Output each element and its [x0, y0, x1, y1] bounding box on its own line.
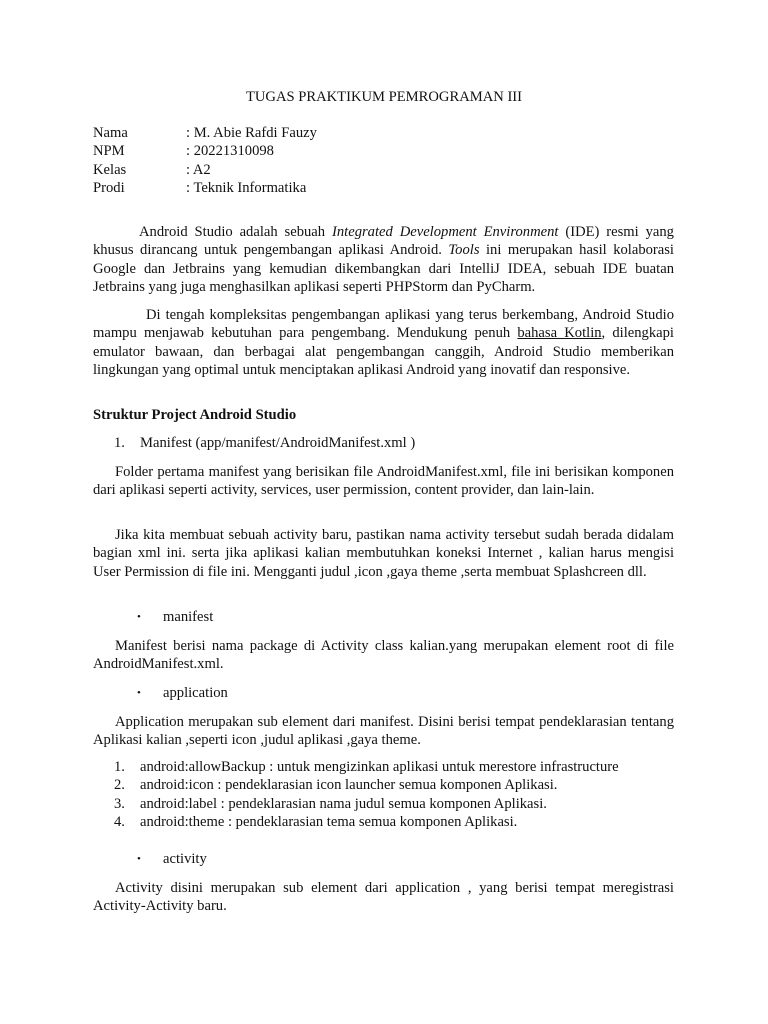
attribute-item	[93, 795, 674, 813]
bullet-manifest	[93, 608, 674, 626]
info-value: : A2	[186, 161, 211, 178]
text-run: , dilengkapi emulator bawaan, dan berbagai alat pengembangan canggih, Android Studio memberikan lingkungan yang optimal untuk menciptakan aplikasi Android yang inovatif dan responsive.	[93, 325, 674, 379]
attribute-item	[93, 776, 674, 794]
bullet-label: manifest	[163, 609, 214, 625]
paragraph-application: Application merupakan sub element dari manifest. Disini berisi tempat pendeklarasian tentang Aplikasi kalian ,seperti icon ,judul aplikasi ,gaya theme.	[93, 714, 674, 749]
bullet-label: activity	[163, 851, 207, 867]
item-text: android:icon : pendeklarasian icon launcher semua komponen Aplikasi.	[140, 777, 558, 794]
attribute-item	[93, 758, 674, 776]
italic-term: Integrated Development Environment	[332, 224, 559, 240]
bullet-label: application	[163, 685, 228, 701]
item-text: android:allowBackup : untuk mengizinkan aplikasi untuk merestore infrastructure	[140, 759, 619, 775]
paragraph-manifest: Manifest berisi nama package di Activity class kalian.yang merupakan element root di file AndroidManifest.xml.	[93, 638, 674, 673]
bullet-icon: •	[137, 853, 141, 865]
info-row-prodi	[93, 179, 317, 197]
bullet-application	[93, 684, 674, 702]
italic-term: Tools	[448, 242, 480, 259]
info-label: NPM	[93, 143, 125, 160]
info-row-kelas	[93, 161, 317, 179]
item-number: 3.	[114, 795, 125, 812]
attribute-item	[93, 813, 674, 831]
info-value: : 20221310098	[186, 143, 274, 160]
item-number: 1.	[114, 435, 125, 451]
attribute-list	[93, 758, 674, 832]
paragraph-folder: Folder pertama manifest yang berisikan file AndroidManifest.xml, file ini berisikan komponen dari aplikasi seperti activity, services, user permission, content provider, dan lain-lain.	[93, 464, 674, 499]
numbered-item-manifest	[93, 434, 674, 452]
kotlin-link[interactable]: bahasa Kotlin	[517, 325, 602, 342]
paragraph-activity: Activity disini merupakan sub element dari application , yang berisi tempat meregistrasi Activity-Activity baru.	[93, 880, 674, 915]
bullet-activity	[93, 850, 674, 868]
text-run: Di tengah kompleksitas pengembangan aplikasi yang terus berkembang, Android Studio mampu menjawab kebutuhan para pengembang. Mendukung penuh	[93, 307, 674, 342]
info-value: : Teknik Informatika	[186, 180, 307, 197]
info-value: : M. Abie Rafdi Fauzy	[186, 125, 317, 141]
paragraph-jika: Jika kita membuat sebuah activity baru, pastikan nama activity tersebut sudah berada didalam bagian xml ini. serta jika aplikasi kalian membutuhkan koneksi Internet , kalian harus mengisi User Permission di file ini. Mengganti judul ,icon ,gaya theme ,serta membuat Splashcreen dll.	[93, 527, 674, 580]
info-label: Nama	[93, 125, 128, 141]
info-label: Kelas	[93, 161, 127, 178]
student-info	[93, 124, 317, 198]
item-text: Manifest (app/manifest/AndroidManifest.xml )	[140, 435, 416, 451]
info-label: Prodi	[93, 180, 125, 197]
info-row-npm	[93, 142, 317, 160]
bullet-icon: •	[137, 611, 141, 623]
intro-paragraph-1	[93, 223, 674, 297]
section-heading: Struktur Project Android Studio	[93, 407, 297, 423]
intro-paragraph-2	[93, 306, 674, 380]
item-number: 1.	[114, 759, 125, 775]
item-number: 2.	[114, 777, 125, 794]
info-row-nama	[93, 124, 317, 142]
bullet-icon: •	[137, 687, 141, 699]
item-text: android:theme : pendeklarasian tema semua komponen Aplikasi.	[140, 814, 518, 831]
text-run: Android Studio adalah sebuah	[139, 224, 332, 240]
text-run: (IDE) resmi yang khusus dirancang untuk pengembangan aplikasi Android.	[93, 224, 674, 259]
item-number: 4.	[114, 814, 125, 831]
item-text: android:label : pendeklarasian nama judul semua komponen Aplikasi.	[140, 795, 547, 812]
text-run: ini merupakan hasil kolaborasi Google dan Jetbrains yang kemudian dikembangkan dari IntelliJ IDEA, sebuah IDE buatan Jetbrains yang juga menghasilkan aplikasi seperti PHPStorm dan PyCharm.	[93, 242, 674, 296]
document-title: TUGAS PRAKTIKUM PEMROGRAMAN III	[245, 89, 523, 105]
